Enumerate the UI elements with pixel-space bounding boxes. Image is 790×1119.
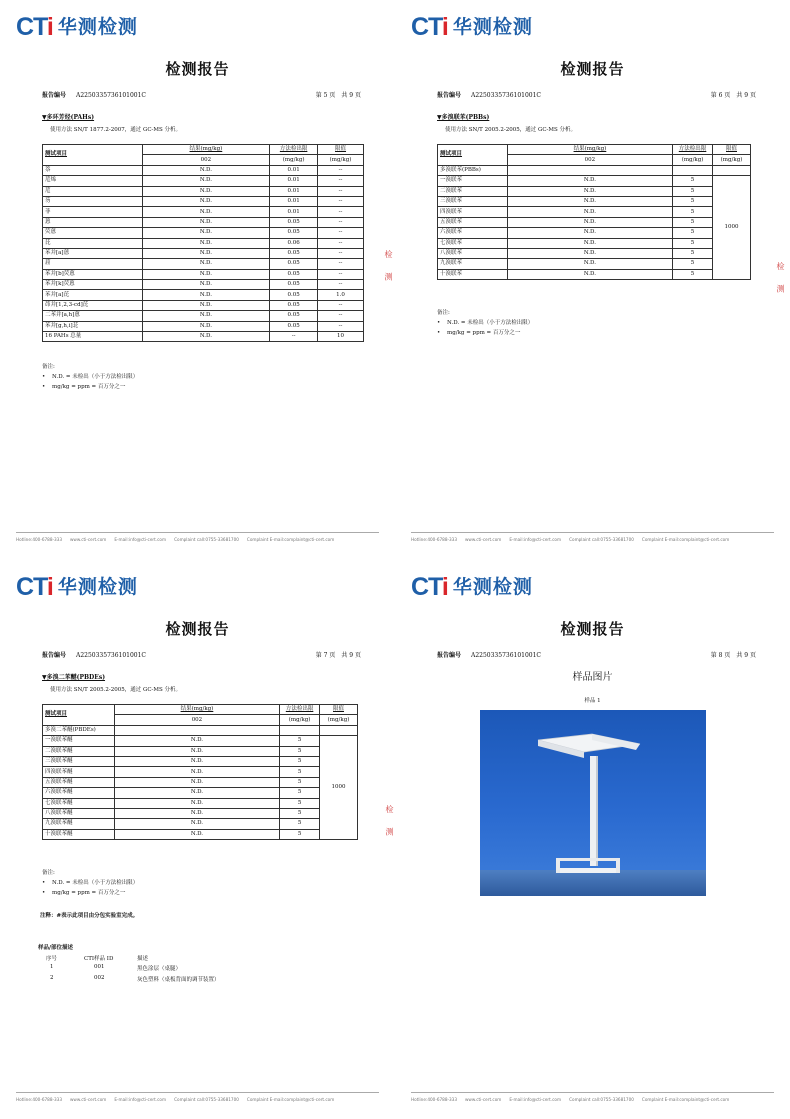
item-cell: 五溴联苯 — [438, 217, 508, 227]
result-cell: N.D. — [142, 238, 270, 248]
item-cell: 七溴联苯醚 — [43, 798, 115, 808]
limit-cell: -- — [318, 207, 364, 217]
item-cell: 䓛 — [43, 259, 143, 269]
item-cell: 二溴联苯 — [438, 186, 508, 196]
logo-cn: 华测检测 — [57, 16, 138, 38]
limit-cell: -- — [318, 165, 364, 175]
header-item: 测试项目 — [43, 145, 143, 166]
mdl-cell: 0.05 — [270, 269, 318, 279]
mdl-cell: 5 — [280, 736, 320, 746]
item-cell: 苯并[a]蒽 — [43, 248, 143, 258]
page-number: 第 5 页 共 9 页 — [315, 92, 361, 99]
mdl-cell: 5 — [280, 798, 320, 808]
limit-cell: -- — [318, 176, 364, 186]
header-mdl: 方法检出限 — [270, 145, 318, 155]
item-cell: 十溴联苯醚 — [43, 829, 115, 839]
header-limit-unit: (mg/kg) — [713, 155, 751, 165]
result-cell: N.D. — [507, 259, 672, 269]
result-cell: N.D. — [507, 217, 672, 227]
sample-id: 001 — [94, 964, 105, 970]
table-row — [438, 248, 751, 258]
mdl-cell: 0.05 — [270, 259, 318, 269]
item-cell: 16 PAHs 总量 — [43, 332, 143, 342]
table-row — [43, 798, 358, 808]
mdl-cell: 5 — [673, 217, 713, 227]
table-row — [43, 321, 364, 331]
sample-no: 1 — [50, 964, 54, 970]
table-row — [438, 186, 751, 196]
item-cell: 三溴联苯 — [438, 196, 508, 206]
report-number: 报告编号 A2250335736101001C — [42, 652, 147, 659]
header-mdl: 方法检出限 — [280, 705, 320, 715]
mdl-cell: 0.05 — [270, 217, 318, 227]
mdl-cell: -- — [270, 332, 318, 342]
limit-cell: -- — [318, 186, 364, 196]
result-cell: N.D. — [142, 332, 270, 342]
report-page-8 — [395, 560, 790, 1119]
note-item: • N.D. = 未检出（小于方法检出限） — [42, 880, 139, 886]
limit-cell: -- — [318, 259, 364, 269]
result-cell: N.D. — [114, 788, 279, 798]
table-row — [43, 311, 364, 321]
item-cell: 九溴联苯 — [438, 259, 508, 269]
page-footer: Hotline:400-6788-333 www.cti-cert.com E-mail:info@cti-cert.com Complaint call:0755-33681700 Complaint E-mail:complaint@cti-cert.com — [16, 1092, 379, 1102]
table-row — [43, 165, 364, 175]
table-row — [43, 248, 364, 258]
result-cell: N.D. — [142, 280, 270, 290]
result-cell: N.D. — [142, 290, 270, 300]
table-row — [438, 228, 751, 238]
header-limit: 限值 — [318, 145, 364, 155]
cti-logo — [16, 14, 138, 40]
item-cell: 六溴联苯醚 — [43, 788, 115, 798]
result-cell: N.D. — [114, 808, 279, 818]
limit-cell: -- — [318, 217, 364, 227]
mdl-cell: 0.05 — [270, 248, 318, 258]
result-cell: N.D. — [142, 217, 270, 227]
limit-cell: -- — [318, 269, 364, 279]
section-title: ▼多溴联苯(PBBs) — [437, 114, 490, 121]
report-number: 报告编号 A2250335736101001C — [437, 652, 542, 659]
header-result: 结果(mg/kg) — [142, 145, 270, 155]
result-cell: N.D. — [507, 196, 672, 206]
mdl-cell: 5 — [280, 808, 320, 818]
limit-cell: 1000 — [713, 176, 751, 280]
item-cell: 荧蒽 — [43, 228, 143, 238]
mdl-cell: 0.05 — [270, 280, 318, 290]
result-cell: N.D. — [142, 321, 270, 331]
limit-cell: -- — [318, 300, 364, 310]
header-mdl: 方法检出限 — [673, 145, 713, 155]
mdl-cell: 0.06 — [270, 238, 318, 248]
result-cell: N.D. — [142, 228, 270, 238]
item-cell: 芘 — [43, 238, 143, 248]
results-table — [42, 144, 364, 342]
result-cell: N.D. — [142, 311, 270, 321]
table-row — [43, 228, 364, 238]
method-text: 使用方法 SN/T 1877.2-2007，通过 GC-MS 分析。 — [50, 127, 182, 133]
page-footer: Hotline:400-6788-333 www.cti-cert.com E-mail:info@cti-cert.com Complaint call:0755-33681700 Complaint E-mail:complaint@cti-cert.com — [411, 532, 774, 542]
item-cell: 十溴联苯 — [438, 269, 508, 279]
header-result: 结果(mg/kg) — [114, 705, 279, 715]
header-mdl-unit: (mg/kg) — [280, 715, 320, 725]
header-limit-unit: (mg/kg) — [320, 715, 358, 725]
group-row: 多溴联苯(PBBs) — [438, 165, 508, 175]
header-limit: 限值 — [713, 145, 751, 155]
table-row — [438, 269, 751, 279]
header-sample-id: 002 — [142, 155, 270, 165]
mdl-cell: 5 — [673, 176, 713, 186]
note-item: • mg/kg = ppm = 百万分之一 — [42, 890, 126, 896]
mdl-cell: 5 — [280, 829, 320, 839]
item-cell: 萘 — [43, 165, 143, 175]
report-number: 报告编号 A2250335736101001C — [437, 92, 542, 99]
page-number: 第 7 页 共 9 页 — [315, 652, 361, 659]
result-cell: N.D. — [142, 165, 270, 175]
limit-cell: -- — [318, 321, 364, 331]
table-row — [438, 259, 751, 269]
note-item: • N.D. = 未检出（小于方法检出限） — [437, 320, 534, 326]
sample-header-no: 序号 — [46, 956, 58, 962]
mdl-cell: 0.01 — [270, 165, 318, 175]
item-cell: 六溴联苯 — [438, 228, 508, 238]
item-cell: 三溴联苯醚 — [43, 756, 115, 766]
item-cell: 四溴联苯 — [438, 207, 508, 217]
header-limit-unit: (mg/kg) — [318, 155, 364, 165]
result-cell: N.D. — [114, 756, 279, 766]
table-row — [43, 186, 364, 196]
table-row — [43, 819, 358, 829]
sample-photo-caption: 样品 1 — [584, 698, 601, 704]
mdl-cell: 0.01 — [270, 207, 318, 217]
table-row — [43, 269, 364, 279]
table-row — [43, 746, 358, 756]
limit-cell: -- — [318, 311, 364, 321]
item-cell: 八溴联苯 — [438, 248, 508, 258]
page-footer: Hotline:400-6788-333 www.cti-cert.com E-mail:info@cti-cert.com Complaint call:0755-33681700 Complaint E-mail:complaint@cti-cert.com — [16, 532, 379, 542]
logo-en: CTi — [16, 13, 53, 41]
result-cell: N.D. — [114, 777, 279, 787]
mdl-cell: 0.01 — [270, 186, 318, 196]
result-cell: N.D. — [114, 819, 279, 829]
notes-label: 备注: — [42, 870, 55, 876]
table-row — [43, 217, 364, 227]
logo-en: CTi — [411, 13, 448, 41]
report-page-7 — [0, 560, 395, 1119]
cti-logo — [411, 574, 533, 600]
limit-cell: -- — [318, 248, 364, 258]
mdl-cell: 5 — [673, 196, 713, 206]
item-cell: 二溴联苯醚 — [43, 746, 115, 756]
header-sample-id: 002 — [114, 715, 279, 725]
logo-cn: 华测检测 — [452, 16, 533, 38]
page-number: 第 8 页 共 9 页 — [710, 652, 756, 659]
item-cell: 苯并[a]芘 — [43, 290, 143, 300]
table-row — [43, 736, 358, 746]
item-cell: 八溴联苯醚 — [43, 808, 115, 818]
item-cell: 芴 — [43, 196, 143, 206]
mdl-cell: 5 — [673, 228, 713, 238]
limit-cell: 1.0 — [318, 290, 364, 300]
limit-cell: 10 — [318, 332, 364, 342]
method-text: 使用方法 SN/T 2005.2-2005，通过 GC-MS 分析。 — [50, 687, 182, 693]
table-row — [43, 207, 364, 217]
table-row — [438, 217, 751, 227]
mdl-cell: 0.05 — [270, 311, 318, 321]
logo-cn: 华测检测 — [452, 576, 533, 598]
mdl-cell: 0.05 — [270, 290, 318, 300]
result-cell: N.D. — [507, 228, 672, 238]
mdl-cell: 5 — [280, 767, 320, 777]
result-cell: N.D. — [142, 259, 270, 269]
notes — [42, 362, 138, 392]
mdl-cell: 0.01 — [270, 196, 318, 206]
results-table — [42, 704, 358, 840]
mdl-cell: 0.05 — [270, 300, 318, 310]
sample-photo — [480, 710, 706, 896]
notes-label: 备注: — [437, 310, 450, 316]
subcontract-remark: 注释：#表示此项目由分包实验室完成。 — [40, 913, 139, 919]
result-cell: N.D. — [142, 300, 270, 310]
logo-en: CTi — [411, 573, 448, 601]
limit-cell: -- — [318, 238, 364, 248]
limit-cell: -- — [318, 280, 364, 290]
table-row — [438, 207, 751, 217]
mdl-cell: 0.01 — [270, 176, 318, 186]
results-table — [437, 144, 751, 280]
header-limit: 限值 — [320, 705, 358, 715]
result-cell: N.D. — [507, 207, 672, 217]
item-cell: 九溴联苯醚 — [43, 819, 115, 829]
seal-stamp: 检 测 — [384, 250, 393, 287]
mdl-cell: 5 — [280, 777, 320, 787]
result-cell: N.D. — [507, 269, 672, 279]
item-cell: 蒽 — [43, 217, 143, 227]
page-title: 检测报告 — [165, 620, 230, 638]
notes — [42, 868, 138, 898]
report-page-5 — [0, 0, 395, 559]
report-page-6 — [395, 0, 790, 559]
item-cell: 苊 — [43, 186, 143, 196]
page-title: 检测报告 — [560, 60, 625, 78]
notes-label: 备注: — [42, 364, 55, 370]
item-cell: 苯并[k]荧蒽 — [43, 280, 143, 290]
item-cell: 苯并[b]荧蒽 — [43, 269, 143, 279]
mdl-cell: 5 — [673, 269, 713, 279]
mdl-cell: 0.05 — [270, 228, 318, 238]
method-text: 使用方法 SN/T 2005.2-2005，通过 GC-MS 分析。 — [445, 127, 577, 133]
item-cell: 苯并[g,h,i]苝 — [43, 321, 143, 331]
item-cell: 茚并[1,2,3-cd]芘 — [43, 300, 143, 310]
result-cell: N.D. — [507, 238, 672, 248]
result-cell: N.D. — [507, 248, 672, 258]
table-row — [43, 767, 358, 777]
table-row — [43, 290, 364, 300]
table-row — [43, 332, 364, 342]
logo-cn: 华测检测 — [57, 576, 138, 598]
limit-cell: -- — [318, 228, 364, 238]
header-item: 测试项目 — [43, 705, 115, 726]
item-cell: 七溴联苯 — [438, 238, 508, 248]
mdl-cell: 5 — [280, 756, 320, 766]
table-row — [438, 176, 751, 186]
sample-header-id: CTI样品 ID — [84, 956, 114, 962]
mdl-cell: 5 — [280, 819, 320, 829]
limit-cell: 1000 — [320, 736, 358, 840]
table-row — [43, 259, 364, 269]
table-row — [43, 300, 364, 310]
result-cell: N.D. — [142, 176, 270, 186]
sample-no: 2 — [50, 975, 54, 981]
sample-header-desc: 描述 — [137, 956, 149, 962]
result-cell: N.D. — [114, 798, 279, 808]
header-item: 测试项目 — [438, 145, 508, 166]
result-cell: N.D. — [142, 207, 270, 217]
section-title: ▼多溴二苯醚(PBDEs) — [42, 674, 106, 681]
item-cell: 四溴联苯醚 — [43, 767, 115, 777]
note-item: • N.D. = 未检出（小于方法检出限） — [42, 374, 139, 380]
note-item: • mg/kg = ppm = 百万分之一 — [42, 384, 126, 390]
table-row — [43, 808, 358, 818]
report-number: 报告编号 A2250335736101001C — [42, 92, 147, 99]
table-row — [43, 788, 358, 798]
result-cell: N.D. — [142, 269, 270, 279]
limit-cell: -- — [318, 196, 364, 206]
section-title: ▼多环芳烃(PAHs) — [42, 114, 95, 121]
mdl-cell: 5 — [673, 248, 713, 258]
result-cell: N.D. — [114, 746, 279, 756]
result-cell: N.D. — [114, 736, 279, 746]
cti-logo — [16, 574, 138, 600]
item-cell: 菲 — [43, 207, 143, 217]
item-cell: 五溴联苯醚 — [43, 777, 115, 787]
sample-desc: 灰色塑料（桌板背面的调节装置） — [137, 977, 220, 983]
group-row: 多溴二苯醚(PBDEs) — [43, 725, 115, 735]
result-cell: N.D. — [507, 186, 672, 196]
page-title: 检测报告 — [560, 620, 625, 638]
sample-photo-heading: 样品图片 — [572, 672, 613, 683]
mdl-cell: 5 — [673, 207, 713, 217]
table-row — [43, 176, 364, 186]
table-row — [43, 756, 358, 766]
logo-en: CTi — [16, 573, 53, 601]
cti-logo — [411, 14, 533, 40]
mdl-cell: 5 — [673, 186, 713, 196]
overbed-table-image — [480, 710, 706, 896]
result-cell: N.D. — [142, 196, 270, 206]
result-cell: N.D. — [142, 248, 270, 258]
table-row — [43, 196, 364, 206]
header-mdl-unit: (mg/kg) — [673, 155, 713, 165]
table-row — [43, 280, 364, 290]
table-row — [438, 238, 751, 248]
item-cell: 二苯并[a,h]蒽 — [43, 311, 143, 321]
seal-stamp: 检 测 — [385, 805, 394, 842]
notes — [437, 308, 533, 338]
table-row — [438, 196, 751, 206]
mdl-cell: 5 — [280, 746, 320, 756]
item-cell: 苊烯 — [43, 176, 143, 186]
table-row — [43, 777, 358, 787]
mdl-cell: 0.05 — [270, 321, 318, 331]
table-row — [43, 238, 364, 248]
seal-stamp: 检 测 — [776, 262, 785, 299]
header-sample-id: 002 — [507, 155, 672, 165]
note-item: • mg/kg = ppm = 百万分之一 — [437, 330, 521, 336]
table-row — [43, 829, 358, 839]
sample-section-title: 样品/部位描述 — [38, 945, 74, 951]
result-cell: N.D. — [142, 186, 270, 196]
sample-id: 002 — [94, 975, 105, 981]
item-cell: 一溴联苯 — [438, 176, 508, 186]
mdl-cell: 5 — [673, 238, 713, 248]
header-mdl-unit: (mg/kg) — [270, 155, 318, 165]
mdl-cell: 5 — [280, 788, 320, 798]
result-cell: N.D. — [114, 829, 279, 839]
item-cell: 一溴联苯醚 — [43, 736, 115, 746]
result-cell: N.D. — [114, 767, 279, 777]
sample-desc: 黑色涂层（桌腿） — [137, 966, 182, 972]
mdl-cell: 5 — [673, 259, 713, 269]
page-title: 检测报告 — [165, 60, 230, 78]
header-result: 结果(mg/kg) — [507, 145, 672, 155]
page-number: 第 6 页 共 9 页 — [710, 92, 756, 99]
result-cell: N.D. — [507, 176, 672, 186]
page-footer: Hotline:400-6788-333 www.cti-cert.com E-mail:info@cti-cert.com Complaint call:0755-33681700 Complaint E-mail:complaint@cti-cert.com — [411, 1092, 774, 1102]
